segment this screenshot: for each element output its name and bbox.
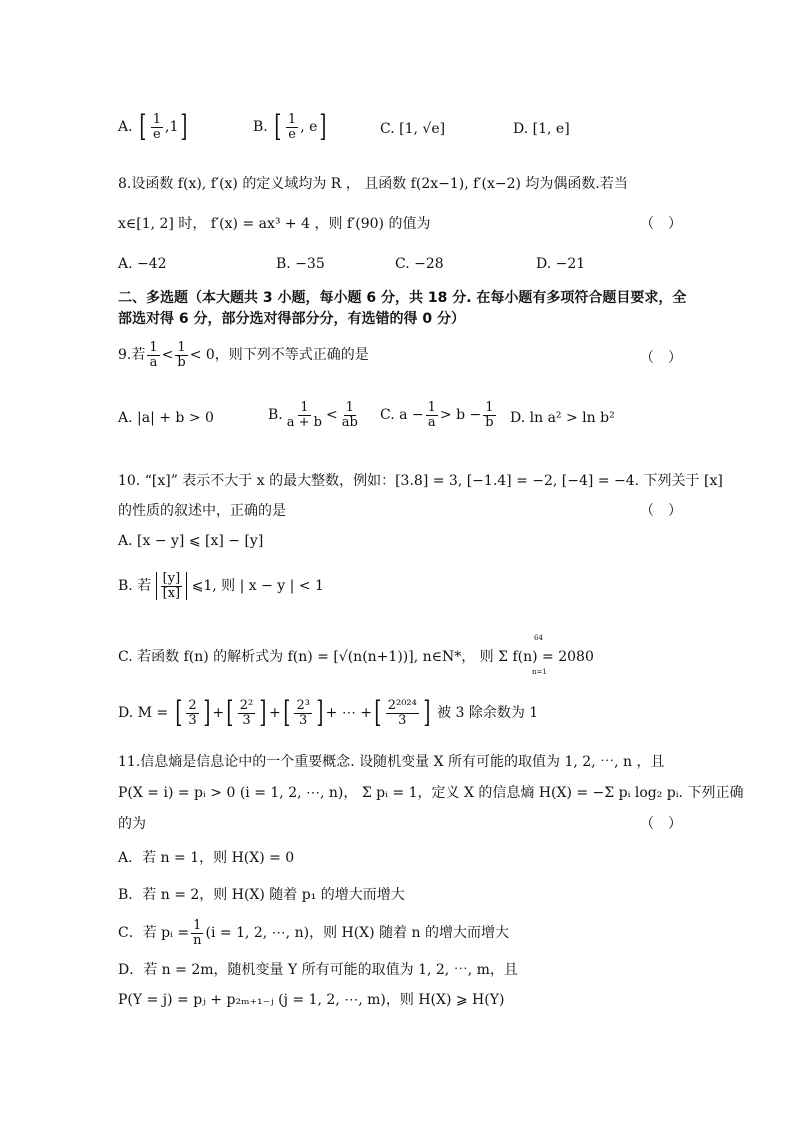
fraction (386, 699, 419, 727)
q10-option-c: C. 若函数 f(n) 的解析式为 f(n) = [√(n(n+1))], n∈N*， 则 Σ f(n) = 2080 (118, 649, 594, 665)
abs-value (156, 572, 188, 600)
numerator: 2²⁰²⁴ (387, 697, 417, 713)
q9-suffix: < 0，则下列不等式正确的是 (189, 347, 369, 364)
option-label: A. (118, 119, 133, 135)
numerator: 2 (188, 697, 197, 713)
option-label: B. (253, 119, 268, 135)
q10-c-sum-bottom: n=1 (532, 668, 547, 676)
option-label: D. M = (118, 705, 169, 721)
denominator: a (149, 354, 158, 370)
numerator: 2² (239, 697, 254, 713)
q8-option-c: C. −28 (395, 256, 444, 272)
denominator: a (427, 414, 436, 430)
bracket-right: ] (202, 695, 210, 730)
denominator: b (485, 414, 494, 430)
bracket-left: [ (226, 695, 234, 730)
numerator: 1 (485, 400, 494, 415)
numerator: 1 (427, 400, 436, 415)
fraction (161, 572, 183, 600)
q11-answer-paren: （ ） (640, 816, 682, 832)
q9-stem (118, 341, 369, 369)
option-label: D. (513, 121, 529, 137)
q9-option-a: A. |a| + b > 0 (118, 410, 214, 426)
q8-stem-line1: 8.设函数 f(x), f′(x) 的定义域均为 R ， 且函数 f(2x−1), f′(x−2) 均为偶函数.若当 (118, 176, 628, 192)
q11-stem-line2: P(X = i) = pᵢ > 0 (i = 1, 2, ⋯, n)， Σ pᵢ = 1，定义 X 的信息熵 H(X) = −Σ pᵢ log₂ pᵢ. 下列正确 (118, 785, 744, 801)
q10-stem-line2: 的性质的叙述中，正确的是 (118, 503, 286, 519)
q11-option-c (118, 919, 509, 947)
numerator: 1 (300, 400, 309, 415)
denominator: 3 (242, 712, 251, 728)
bracket-left: [ (274, 109, 282, 144)
q10-option-b (118, 572, 324, 600)
option-label: C．若 pᵢ = (118, 925, 190, 942)
option-math: [1, e] (532, 121, 570, 137)
denominator: [x] (162, 585, 181, 601)
q7-option-d (513, 121, 570, 137)
q8-stem-line2: x∈[1, 2] 时， f′(x) = ax³ + 4 ，则 f′(90) 的值为 (118, 216, 431, 232)
option-label: B. (268, 407, 283, 424)
section-header-line1: 二、多选题（本大题共 3 小题，每小题 6 分，共 18 分. 在每小题有多项符合题目要求，全 (118, 290, 687, 306)
option-tail: ⩽1, 则 | x − y | < 1 (191, 578, 324, 595)
numerator: 1 (193, 918, 202, 933)
operator: < (325, 407, 338, 424)
fraction: $\frac{1}{e}$ (152, 111, 162, 142)
fraction (285, 401, 324, 429)
option-label: C. (380, 121, 395, 137)
q11-option-a: A．若 n = 1，则 H(X) = 0 (118, 850, 295, 866)
q11-option-b: B．若 n = 2，则 H(X) 随着 p₁ 的增大而增大 (118, 887, 405, 903)
denominator: b (177, 354, 186, 370)
bracket-left: [ (374, 695, 382, 730)
q10-answer-paren: （ ） (640, 503, 682, 519)
q8-option-a: A. −42 (118, 256, 167, 272)
option-math: [1, √e] (399, 121, 446, 137)
fraction (238, 699, 255, 727)
q7-option-a: A. [ $\frac{1}{e}$ ,1] (118, 109, 188, 144)
fraction (175, 341, 187, 369)
q10-c-sum-top: 64 (534, 634, 543, 642)
option-label: B. 若 (118, 578, 152, 595)
denominator: ab (341, 414, 358, 430)
numerator: 1 (177, 340, 186, 355)
denominator: 3 (398, 712, 407, 728)
option-label: C. a − (380, 407, 424, 424)
q11-stem-line3: 的为 (118, 816, 146, 832)
q8-answer-paren: （ ） (640, 216, 682, 232)
numerator: 2³ (296, 697, 310, 713)
fraction (340, 401, 360, 429)
numerator: 1 (345, 400, 354, 415)
fraction (186, 699, 198, 727)
fraction (147, 341, 159, 369)
bracket-left: [ (139, 109, 147, 144)
q9-option-d: D. ln a² > ln b² (510, 410, 615, 426)
denominator: 3 (299, 712, 308, 728)
q11-stem-line1: 11.信息熵是信息论中的一个重要概念. 设随机变量 X 所有可能的取值为 1, 2, ⋯, n ，且 (118, 754, 665, 770)
q8-option-b: B. −35 (276, 256, 325, 272)
q9-answer-paren: （ ） (640, 350, 682, 366)
bracket-right: ] (423, 695, 431, 730)
q10-option-d: D. M = [ $\frac{2}{3}$ ] +[ $\frac{\text{2²}}{3}$ ] +[ $\frac{\text{2³}}{3}$ ] + ⋯ +[ $\frac{\text{2²⁰²⁴}}{3}$ ] 被 3 除余数为 1 (118, 695, 539, 730)
numerator: [y] (162, 571, 181, 586)
bracket-right: ] (259, 695, 267, 730)
q10-option-a: A. [x − y] ⩽ [x] − [y] (118, 533, 264, 549)
denominator: 3 (188, 712, 197, 728)
section-header-line2: 部选对得 6 分，部分选对得部分分，有选错的得 0 分） (118, 311, 465, 327)
bracket-right: ] (319, 109, 327, 144)
operator: + ⋯ + (325, 705, 373, 721)
bracket-left: [ (174, 695, 182, 730)
fraction (191, 919, 203, 947)
operator: > b − (439, 407, 482, 424)
option-tail: 被 3 除余数为 1 (437, 705, 539, 721)
q10-stem-line1: 10. “[x]” 表示不大于 x 的最大整数，例如：[3.8] = 3, [−1.4] = −2, [−4] = −4. 下列关于 [x] (118, 473, 723, 489)
q9-option-b (268, 401, 362, 429)
numerator: 1 (149, 340, 158, 355)
bracket-right: ] (180, 109, 188, 144)
q8-option-d: D. −21 (536, 256, 586, 272)
denominator: n (193, 932, 202, 948)
fraction: $\frac{1}{e}$ (287, 111, 297, 142)
bracket-left: [ (283, 695, 291, 730)
q11-option-d-line2: P(Y = j) = pⱼ + p₂ₘ₊₁₋ⱼ (j = 1, 2, ⋯, m)，则 H(X) ⩾ H(Y) (118, 992, 505, 1008)
q9-prefix: 9.若 (118, 347, 146, 364)
option-tail: (i = 1, 2, ⋯, n)，则 H(X) 随着 n 的增大而增大 (205, 925, 509, 942)
fraction (483, 401, 495, 429)
q9-option-c (380, 401, 498, 429)
denominator: a + b (286, 414, 322, 430)
operator: < (161, 347, 174, 364)
fraction (426, 401, 438, 429)
bracket-right: ] (316, 695, 324, 730)
q11-option-d-line1: D．若 n = 2m，随机变量 Y 所有可能的取值为 1, 2, ⋯, m，且 (118, 962, 518, 978)
q7-option-b: B. [ $\frac{1}{e}$ , e] (253, 109, 327, 144)
q7-option-c (380, 121, 445, 137)
fraction (294, 699, 311, 727)
